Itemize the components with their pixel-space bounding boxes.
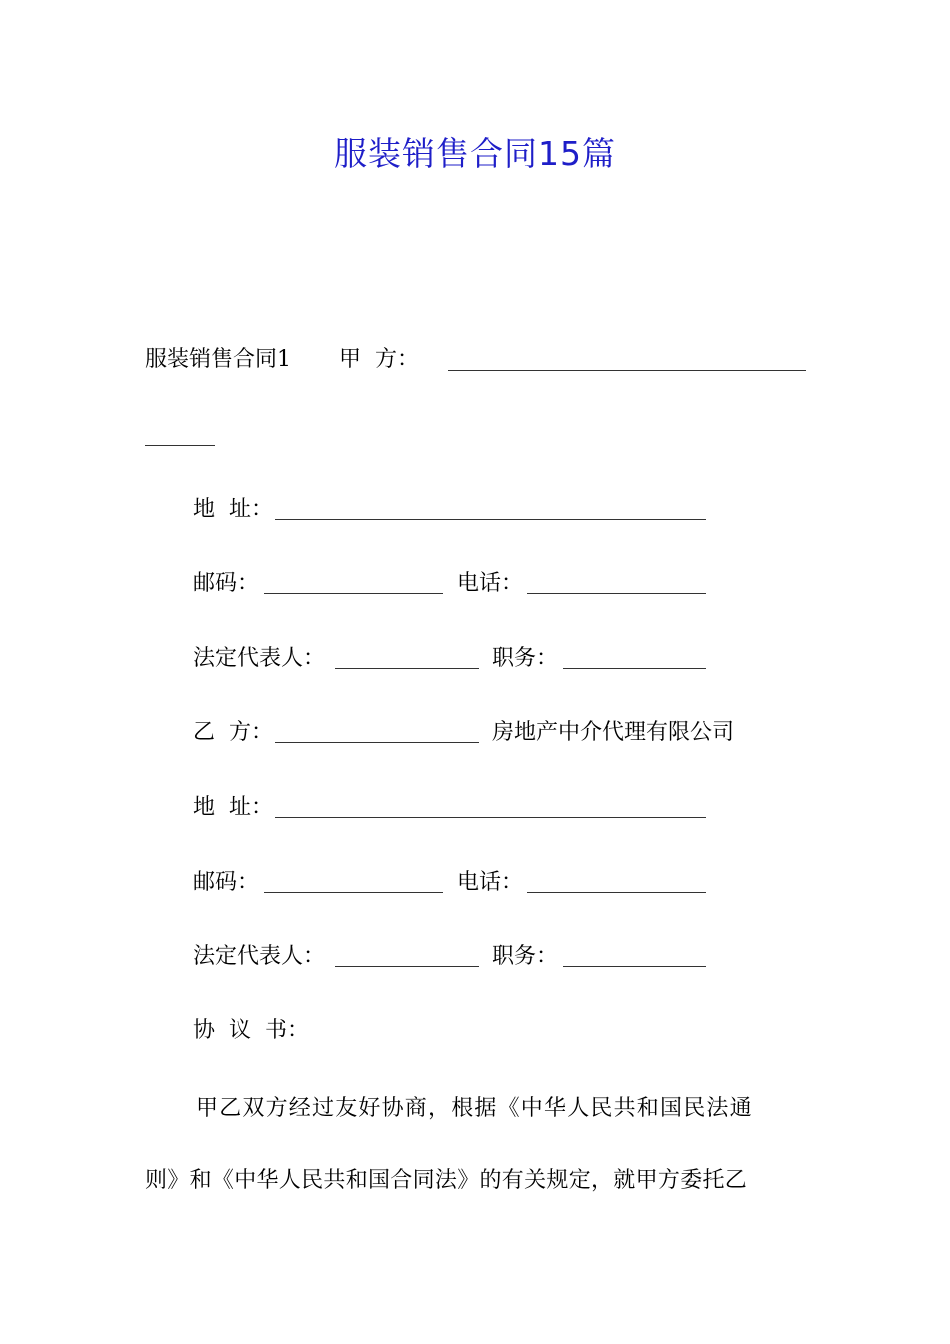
party-b-address-blank[interactable] <box>275 797 706 818</box>
party-a-name-blank-continued[interactable] <box>145 425 215 446</box>
body-paragraph-line-2 <box>145 1166 747 1196</box>
phone-label: 电话： <box>457 870 524 895</box>
party-b-phone-row <box>457 868 523 898</box>
phone-label: 电话： <box>457 571 524 596</box>
address-label: 地 址： <box>193 497 273 522</box>
contract-number-label: 服装销售合同1 <box>145 347 291 372</box>
body-paragraph-line-1 <box>196 1094 753 1124</box>
party-a-label: 甲 方： <box>339 347 419 372</box>
position-label: 职务： <box>492 944 559 969</box>
agreement-label: 协 议 书： <box>193 1018 309 1043</box>
postcode-label: 邮码： <box>193 571 260 596</box>
party-a-address-blank[interactable] <box>275 499 706 520</box>
contract-heading-line <box>145 345 419 375</box>
document-title: 服装销售合同15篇 <box>334 134 616 173</box>
party-b-postcode-blank[interactable] <box>264 872 443 893</box>
party-b-position-row <box>492 942 558 972</box>
party-b-label: 乙 方： <box>193 720 273 745</box>
party-b-phone-blank[interactable] <box>527 872 706 893</box>
party-b-legal-rep-row <box>193 942 325 972</box>
body-text-line-2: 则》和《中华人民共和国合同法》的有关规定，就甲方委托乙 <box>145 1168 748 1193</box>
party-a-address-row <box>193 495 273 525</box>
party-b-company-suffix: 房地产中介代理有限公司 <box>492 720 735 745</box>
party-a-name-blank[interactable] <box>448 350 806 371</box>
party-b-legal-rep-blank[interactable] <box>335 946 479 967</box>
party-b-address-row <box>193 793 273 823</box>
postcode-label: 邮码： <box>193 870 260 895</box>
body-text-line-1: 甲乙双方经过友好协商，根据《中华人民共和国民法通 <box>196 1096 753 1121</box>
party-a-legal-rep-row <box>193 644 325 674</box>
legal-rep-label: 法定代表人： <box>193 646 326 671</box>
party-a-phone-blank[interactable] <box>527 573 706 594</box>
party-b-row <box>193 718 273 748</box>
address-label: 地 址： <box>193 795 273 820</box>
party-b-postcode-row <box>193 868 259 898</box>
party-b-position-blank[interactable] <box>563 946 706 967</box>
party-b-name-blank[interactable] <box>275 722 479 743</box>
legal-rep-label: 法定代表人： <box>193 944 326 969</box>
party-a-position-row <box>492 644 558 674</box>
party-a-postcode-blank[interactable] <box>264 573 443 594</box>
agreement-heading <box>193 1016 309 1046</box>
party-a-postcode-row <box>193 569 259 599</box>
party-a-position-blank[interactable] <box>563 648 706 669</box>
position-label: 职务： <box>492 646 559 671</box>
party-a-phone-row <box>457 569 523 599</box>
party-b-company-row <box>492 718 734 748</box>
party-a-legal-rep-blank[interactable] <box>335 648 479 669</box>
